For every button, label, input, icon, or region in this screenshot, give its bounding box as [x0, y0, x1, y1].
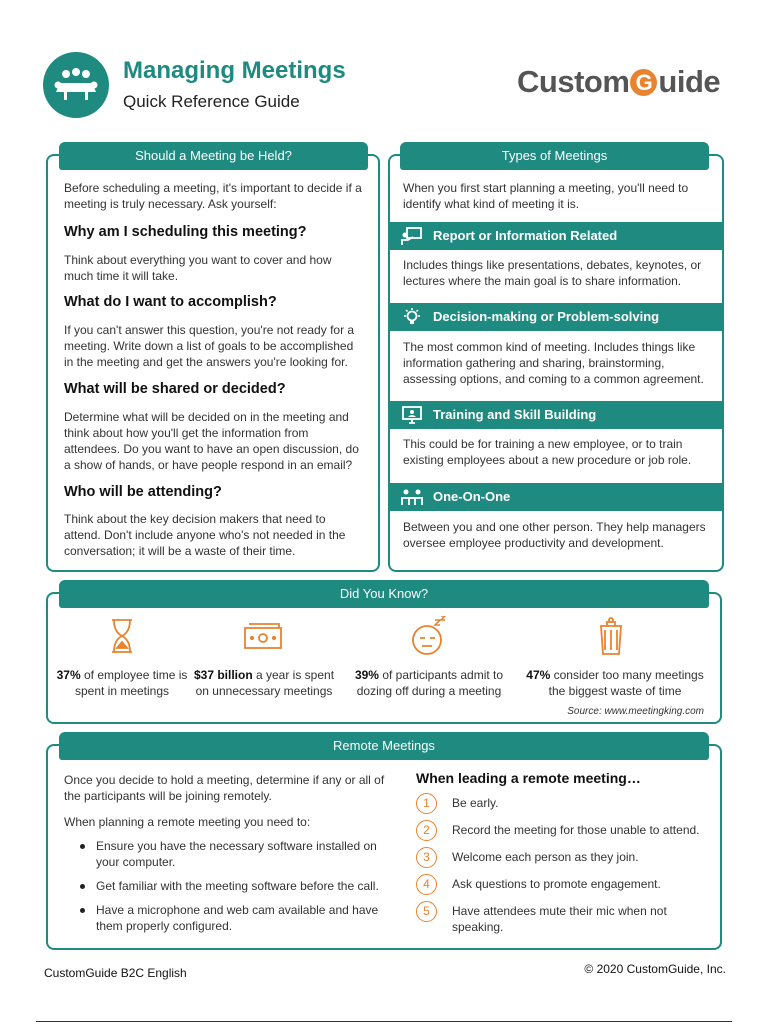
- question-text: Think about the key decision makers that need to attend. Don't include anyone who's not needed in the conversation; it will be a waste of their time.: [64, 512, 346, 558]
- question-heading: Why am I scheduling this meeting?: [64, 224, 307, 240]
- remote-steps: [416, 795, 716, 943]
- list-item: Have a microphone and web cam available and have them properly configured.: [80, 902, 390, 934]
- should-meeting-intro: Before scheduling a meeting, it's important to decide if a meeting is truly necessary. Ask yourself:: [64, 181, 362, 211]
- meeting-table-icon: [43, 52, 109, 118]
- source-note: Source: www.meetingking.com: [567, 706, 704, 717]
- types-intro: When you first start planning a meeting, you'll need to identify what kind of meeting it is.: [403, 181, 689, 211]
- step-number: 4: [416, 874, 437, 895]
- type-header: Decision-making or Problem-solving: [389, 303, 722, 331]
- footer-edition: CustomGuide B2C English: [44, 966, 187, 980]
- footer-divider: [36, 1021, 732, 1022]
- trash-can-icon: [591, 616, 631, 656]
- question-text: If you can't answer this question, you're not ready for a meeting. Write down a list of goals to be accomplished in the meeting and get the answers you're looking for.: [64, 323, 355, 369]
- list-item: 4 Ask questions to promote engagement.: [416, 876, 716, 903]
- two-people-icon: [401, 487, 423, 507]
- money-icon: [243, 616, 283, 656]
- list-item: 1 Be early.: [416, 795, 716, 822]
- did-you-know-panel: [46, 592, 722, 724]
- question-heading: Who will be attending?: [64, 484, 222, 500]
- type-text: Includes things like presentations, debates, keynotes, or lectures where the main goal is to share information.: [403, 258, 702, 288]
- monitor-icon: [401, 405, 423, 425]
- type-header: Report or Information Related: [389, 222, 722, 250]
- did-you-know-tab: Did You Know?: [59, 580, 709, 608]
- lightbulb-icon: [401, 307, 423, 327]
- type-header: One-On-One: [389, 483, 722, 511]
- stat-item: 47% consider too many meetings the biggest waste of time: [526, 668, 704, 698]
- list-item: 3 Welcome each person as they join.: [416, 849, 716, 876]
- type-text: Between you and one other person. They help managers oversee employee productivity and development.: [403, 520, 706, 550]
- question-heading: What will be shared or decided?: [64, 381, 286, 397]
- remote-bullet-list: [80, 838, 390, 942]
- remote-tab: Remote Meetings: [59, 732, 709, 760]
- stat-item: $37 billion a year is spent on unnecessary meetings: [193, 668, 335, 698]
- stat-item: 39% of participants admit to dozing off during a meeting: [354, 668, 504, 698]
- sleepy-face-icon: [409, 616, 449, 656]
- page-subtitle: Quick Reference Guide: [123, 92, 300, 111]
- question-text: Think about everything you want to cover and how much time it will take.: [64, 253, 332, 283]
- list-item: Get familiar with the meeting software before the call.: [80, 878, 390, 894]
- remote-intro: Once you decide to hold a meeting, determine if any or all of the participants will be joining remotely.: [64, 773, 385, 803]
- type-header: Training and Skill Building: [389, 401, 722, 429]
- question-text: Determine what will be decided on in the meeting and think about how you'll get the information from attendees. Do you want to have an open discussion, do a show of hands, or have people respond in an email?: [64, 410, 359, 472]
- list-item: 5 Have attendees mute their mic when not speaking.: [416, 903, 706, 943]
- stat-item: 37% of employee time is spent in meetings: [56, 668, 188, 698]
- leading-heading: When leading a remote meeting…: [416, 770, 641, 786]
- step-number: 3: [416, 847, 437, 868]
- types-tab: Types of Meetings: [400, 142, 709, 170]
- type-text: The most common kind of meeting. Includes things like information gathering and sharing, brainstorming, assessing options, and coming to a common agreement.: [403, 340, 704, 386]
- remote-planning: When planning a remote meeting you need to:: [64, 815, 311, 829]
- step-number: 2: [416, 820, 437, 841]
- brand-logo: Custom G uide: [517, 64, 721, 99]
- page-title: Managing Meetings: [123, 57, 346, 84]
- step-number: 1: [416, 793, 437, 814]
- step-number: 5: [416, 901, 437, 922]
- presentation-icon: [401, 226, 423, 246]
- list-item: 2 Record the meeting for those unable to attend.: [416, 822, 716, 849]
- list-item: Ensure you have the necessary software installed on your computer.: [80, 838, 390, 870]
- hourglass-icon: [102, 616, 142, 656]
- should-meeting-tab: Should a Meeting be Held?: [59, 142, 368, 170]
- question-heading: What do I want to accomplish?: [64, 294, 277, 310]
- type-text: This could be for training a new employee, or to train existing employees about a new procedure or job role.: [403, 437, 692, 467]
- footer-copyright: © 2020 CustomGuide, Inc.: [584, 962, 726, 976]
